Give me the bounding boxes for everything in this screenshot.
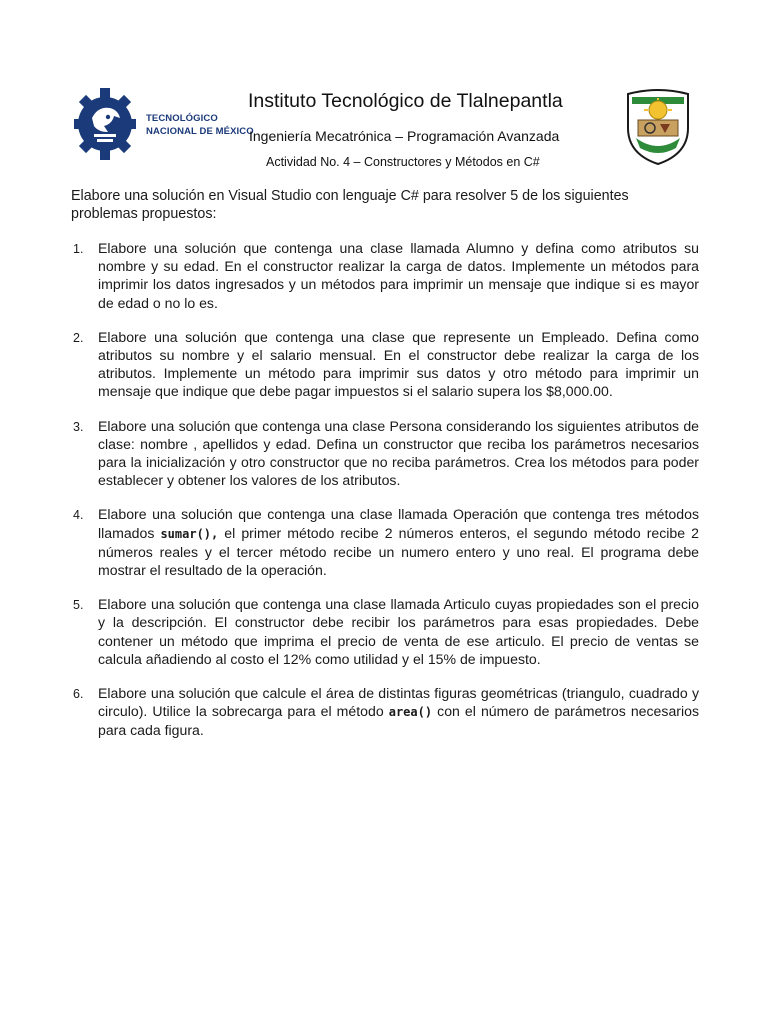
- list-item-number: 4.: [73, 508, 84, 523]
- list-item-text: Elabore una solución que contenga una clase llamada Operación que contenga tres métodos llamados: [98, 506, 699, 541]
- list-item-text: Elabore una solución que calcule el área de distintas figuras geométricas (triangulo, cuadrado y circulo). Utilice la sobrecarga para el método: [98, 685, 699, 720]
- institute-title: Instituto Tecnológico de Tlalnepantla: [248, 90, 563, 112]
- activity-title: Actividad No. 4 – Constructores y Métodos en C#: [266, 155, 540, 169]
- tecnm-logo-text: TECNOLÓGICO NACIONAL DE MÉXICO: [146, 113, 254, 137]
- intro-paragraph: Elabore una solución en Visual Studio con lenguaje C# para resolver 5 de los siguientes problemas propuestos:: [71, 188, 629, 222]
- list-item-text: el primer método recibe 2 números enteros, el segundo método recibe 2 números reales y el tercer método recibe un numero entero y uno real. El programa debe mostrar el resultado de la operación.: [98, 524, 699, 579]
- list-item: [71, 239, 699, 312]
- list-item-text: Elabore una solución que contenga una clase llamada Articulo cuyas propiedades son el precio y la descripción. El constructor debe recibir los parámetros para esas propiedades. Debe contener un método que imprima el precio de venta de ese articulo. El precio de ventas se calcula añadiendo al costo el 12% como utilidad y el 15% de impuesto.: [98, 596, 699, 667]
- list-item: [71, 595, 699, 668]
- problem-list: [71, 239, 699, 756]
- list-item-text: Elabore una solución que contenga una clase que represente un Empleado. Defina como atributos su nombre y el salario mensual. En el constructor debe realizar la carga de los atributos. Implemente un método para imprimir sus datos y otro método para imprimir un mensaje que indique que debe pagar impuestos si el salario supera los $8,000.00.: [98, 328, 699, 400]
- list-item-text: Elabore una solución que contenga una clase Persona considerando los siguientes atributos de clase: nombre , apellidos y edad. Defina un constructor que reciba los parámetros necesarios para la inicialización y otro constructor que no reciba parámetros. Crea los métodos para poder establecer y obtener los valores de los atributos.: [98, 417, 699, 489]
- list-item: [71, 328, 699, 401]
- list-item-number: 3.: [73, 419, 84, 434]
- list-item-text: con el número de parámetros necesarios para cada figura.: [98, 703, 699, 739]
- list-item-number: 5.: [73, 598, 84, 613]
- tecnm-logo: [74, 88, 254, 164]
- institute-crest-icon: [624, 88, 692, 166]
- code-area: area(): [388, 705, 433, 720]
- list-item: [71, 417, 699, 490]
- course-subtitle: Ingeniería Mecatrónica – Programación Avanzada: [249, 128, 560, 144]
- list-item-number: 6.: [73, 687, 84, 702]
- tecnm-gear-icon: [74, 88, 136, 160]
- code-sumar: sumar(),: [160, 526, 219, 541]
- list-item-number: 1.: [73, 242, 84, 256]
- list-item: [71, 505, 699, 579]
- list-item-number: 2.: [73, 330, 84, 345]
- list-item-text: Elabore una solución que contenga una clase llamada Alumno y defina como atributos su nombre y su edad. En el constructor realizar la carga de datos. Implemente un métodos para imprimir los datos ingresados y un métodos para imprimir un mensaje que indique si es mayor de edad o no lo es.: [98, 240, 699, 311]
- list-item: [71, 684, 699, 740]
